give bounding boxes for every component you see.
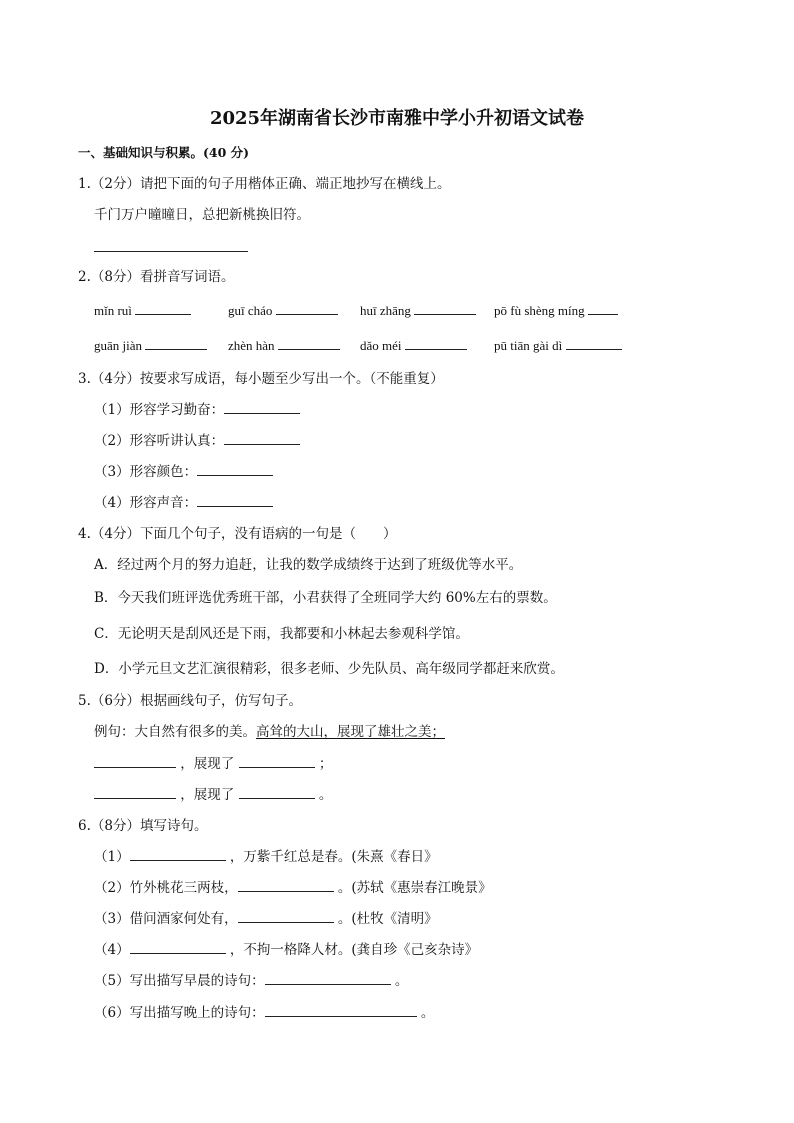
answer-line[interactable] xyxy=(224,432,300,445)
question-2-stem: 2.（8分）看拼音写词语。 xyxy=(78,269,235,285)
option-c[interactable]: C．无论明天是刮风还是下雨，我都要和小林起去参观科学馆。 xyxy=(94,626,469,642)
option-a[interactable]: A．经过两个月的努力追赶，让我的数学成绩终于达到了班级优等水平。 xyxy=(94,557,523,573)
idiom-item: （1）形容学习勤奋： xyxy=(94,401,300,419)
answer-line[interactable] xyxy=(239,755,315,768)
pinyin-item: zhèn hàn xyxy=(228,337,340,355)
option-b[interactable]: B．今天我们班评选优秀班干部，小君获得了全班同学大约 60%左右的票数。 xyxy=(94,590,557,606)
underlined-sentence: 高耸的大山，展现了雄壮之美； xyxy=(256,724,445,740)
answer-line[interactable] xyxy=(224,401,300,414)
question-1-stem: 1.（2分）请把下面的句子用楷体正确、端正地抄写在横线上。 xyxy=(78,176,451,192)
imitation-line: ，展现了 ； xyxy=(94,755,332,773)
imitation-line: ，展现了 。 xyxy=(94,786,332,804)
pinyin-item: pū tiān gài dì xyxy=(494,337,622,355)
answer-line[interactable] xyxy=(94,786,176,799)
answer-line[interactable] xyxy=(135,302,191,315)
poem-line: （3）借问酒家何处有， 。(杜牧《清明》 xyxy=(94,911,438,927)
idiom-item: （4）形容声音： xyxy=(94,494,273,512)
answer-line[interactable] xyxy=(265,972,391,985)
answer-line[interactable] xyxy=(588,302,618,315)
poem-line: （5）写出描写早晨的诗句： 。 xyxy=(94,973,409,989)
answer-line[interactable] xyxy=(197,463,273,476)
answer-line[interactable] xyxy=(239,786,315,799)
pinyin-item: pō fù shèng míng xyxy=(494,302,618,320)
answer-line[interactable] xyxy=(566,337,622,350)
answer-line[interactable] xyxy=(130,941,226,954)
question-1-sentence: 千门万户曈曈日，总把新桃换旧符。 xyxy=(94,207,310,223)
question-4-stem: 4.（4分）下面几个句子，没有语病的一句是（ ） xyxy=(78,526,397,542)
answer-line[interactable] xyxy=(405,337,467,350)
example-sentence: 例句：大自然有很多的美。高耸的大山，展现了雄壮之美； xyxy=(94,724,445,740)
pinyin-item: huī zhāng xyxy=(360,302,476,320)
answer-line[interactable] xyxy=(278,337,340,350)
idiom-item: （2）形容听讲认真： xyxy=(94,432,300,450)
answer-line[interactable] xyxy=(238,910,334,923)
answer-line[interactable] xyxy=(94,239,248,252)
answer-line[interactable] xyxy=(197,494,273,507)
pinyin-item: mǐn ruì xyxy=(94,302,191,320)
answer-line[interactable] xyxy=(265,1004,417,1017)
answer-line[interactable] xyxy=(145,337,207,350)
section-heading: 一、基础知识与积累。(40 分) xyxy=(78,145,250,160)
option-d[interactable]: D．小学元旦文艺汇演很精彩，很多老师、少先队员、高年级同学都赶来欣赏。 xyxy=(94,661,564,677)
question-5-stem: 5.（6分）根据画线句子，仿写句子。 xyxy=(78,693,302,709)
question-6-stem: 6.（8分）填写诗句。 xyxy=(78,818,208,834)
idiom-item: （3）形容颜色： xyxy=(94,463,273,481)
answer-line[interactable] xyxy=(130,848,226,861)
question-3-stem: 3.（4分）按要求写成语，每小题至少写出一个。（不能重复） xyxy=(78,371,444,387)
answer-line[interactable] xyxy=(238,879,334,892)
poem-line: （4） ，不拘一格降人材。(龚自珍《己亥杂诗》 xyxy=(94,942,479,958)
pinyin-item: dǎo méi xyxy=(360,337,467,355)
answer-line[interactable] xyxy=(276,302,338,315)
pinyin-item: guī cháo xyxy=(228,302,338,320)
poem-line: （2）竹外桃花三两枝， 。(苏轼《惠崇春江晚景》 xyxy=(94,880,492,896)
pinyin-item: guān jiàn xyxy=(94,337,207,355)
answer-line[interactable] xyxy=(414,302,476,315)
poem-line: （1） ，万紫千红总是春。(朱熹《春日》 xyxy=(94,849,438,865)
page-title: 2025年湖南省长沙市南雅中学小升初语文试卷 xyxy=(209,108,585,129)
poem-line: （6）写出描写晚上的诗句： 。 xyxy=(94,1005,435,1021)
answer-line[interactable] xyxy=(94,755,176,768)
